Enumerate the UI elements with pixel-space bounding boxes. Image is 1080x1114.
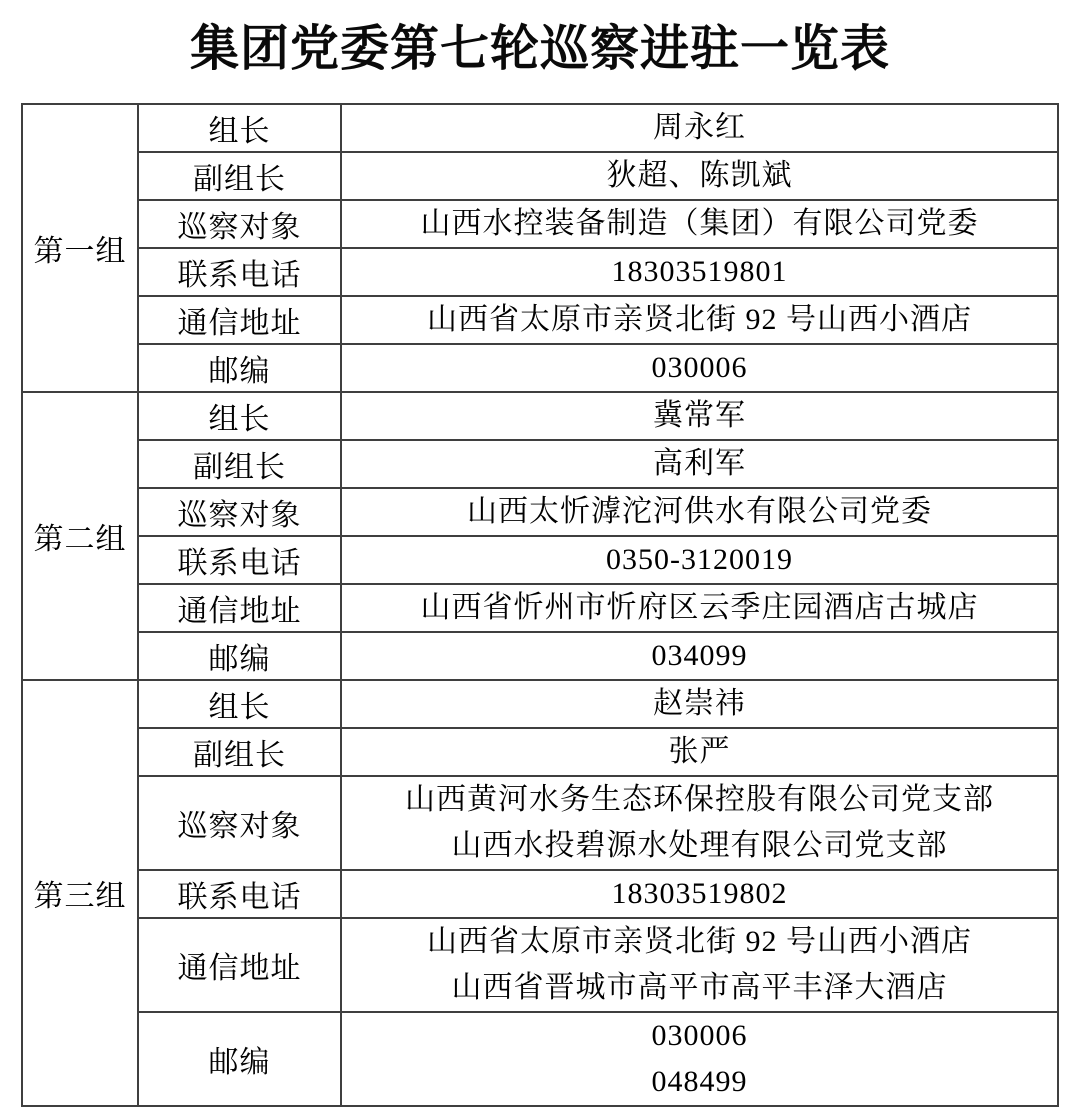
value-cell <box>341 632 1058 680</box>
value-line: 山西省忻州市忻府区云季庄园酒店古城店 <box>420 591 979 624</box>
value-line: 030006 <box>651 1019 748 1052</box>
inspection-roster-table <box>21 103 1059 1107</box>
row-label: 副组长 <box>138 152 341 200</box>
table-row <box>22 776 1058 870</box>
table-row <box>22 392 1058 440</box>
row-label: 巡察对象 <box>138 488 341 536</box>
value-line: 狄超、陈凯斌 <box>606 159 793 192</box>
value-line: 山西省晋城市高平市高平丰泽大酒店 <box>451 971 948 1004</box>
table-row <box>22 680 1058 728</box>
row-label: 组长 <box>138 680 341 728</box>
row-label: 邮编 <box>138 632 341 680</box>
value-line: 030006 <box>651 351 748 384</box>
group-2-name-cell: 第二组 <box>22 392 138 680</box>
value-cell <box>341 440 1058 488</box>
value-cell <box>341 152 1058 200</box>
row-label: 联系电话 <box>138 870 341 918</box>
value-line: 山西黄河水务生态环保控股有限公司党支部 <box>405 783 994 816</box>
row-label: 邮编 <box>138 344 341 392</box>
value-cell <box>341 776 1058 870</box>
value-line: 周永红 <box>653 111 746 144</box>
value-line: 山西水投碧源水处理有限公司党支部 <box>451 829 948 862</box>
value-line: 山西太忻滹沱河供水有限公司党委 <box>467 495 932 528</box>
table-row <box>22 200 1058 248</box>
value-line: 冀常军 <box>653 399 746 432</box>
group-1-name-cell: 第一组 <box>22 104 138 392</box>
value-cell <box>341 728 1058 776</box>
table-row <box>22 728 1058 776</box>
row-label: 邮编 <box>138 1012 341 1106</box>
table-row <box>22 536 1058 584</box>
value-line: 048499 <box>651 1065 748 1098</box>
row-label: 通信地址 <box>138 296 341 344</box>
row-label: 副组长 <box>138 440 341 488</box>
page-title: 集团党委第七轮巡察进驻一览表 <box>189 21 890 76</box>
table-row <box>22 344 1058 392</box>
row-label: 巡察对象 <box>138 200 341 248</box>
value-line: 高利军 <box>653 447 746 480</box>
row-label: 组长 <box>138 392 341 440</box>
value-line: 034099 <box>651 639 748 672</box>
value-cell <box>341 248 1058 296</box>
table-row <box>22 104 1058 152</box>
value-line: 山西水控装备制造（集团）有限公司党委 <box>420 207 979 240</box>
row-label: 通信地址 <box>138 584 341 632</box>
row-label: 组长 <box>138 104 341 152</box>
value-line: 赵崇祎 <box>653 687 746 720</box>
value-cell <box>341 200 1058 248</box>
value-line: 18303519801 <box>611 255 788 288</box>
table-row <box>22 440 1058 488</box>
row-label: 联系电话 <box>138 248 341 296</box>
value-cell <box>341 870 1058 918</box>
value-cell <box>341 296 1058 344</box>
value-cell <box>341 536 1058 584</box>
value-cell <box>341 488 1058 536</box>
table-row <box>22 1012 1058 1106</box>
group-3-name-cell: 第三组 <box>22 680 138 1106</box>
value-cell <box>341 344 1058 392</box>
value-cell <box>341 918 1058 1012</box>
value-cell <box>341 104 1058 152</box>
value-line: 张严 <box>668 735 731 768</box>
table-row <box>22 296 1058 344</box>
table-row <box>22 584 1058 632</box>
table-row <box>22 870 1058 918</box>
value-cell <box>341 680 1058 728</box>
row-label: 巡察对象 <box>138 776 341 870</box>
table-row <box>22 152 1058 200</box>
value-cell <box>341 584 1058 632</box>
table-row <box>22 488 1058 536</box>
value-line: 18303519802 <box>611 877 788 910</box>
value-cell <box>341 1012 1058 1106</box>
value-line: 0350-3120019 <box>606 543 793 576</box>
table-row <box>22 918 1058 1012</box>
value-cell <box>341 392 1058 440</box>
value-line: 山西省太原市亲贤北街 92 号山西小酒店 <box>427 925 972 958</box>
row-label: 副组长 <box>138 728 341 776</box>
table-row <box>22 632 1058 680</box>
table-row <box>22 248 1058 296</box>
row-label: 通信地址 <box>138 918 341 1012</box>
row-label: 联系电话 <box>138 536 341 584</box>
value-line: 山西省太原市亲贤北街 92 号山西小酒店 <box>427 303 972 336</box>
